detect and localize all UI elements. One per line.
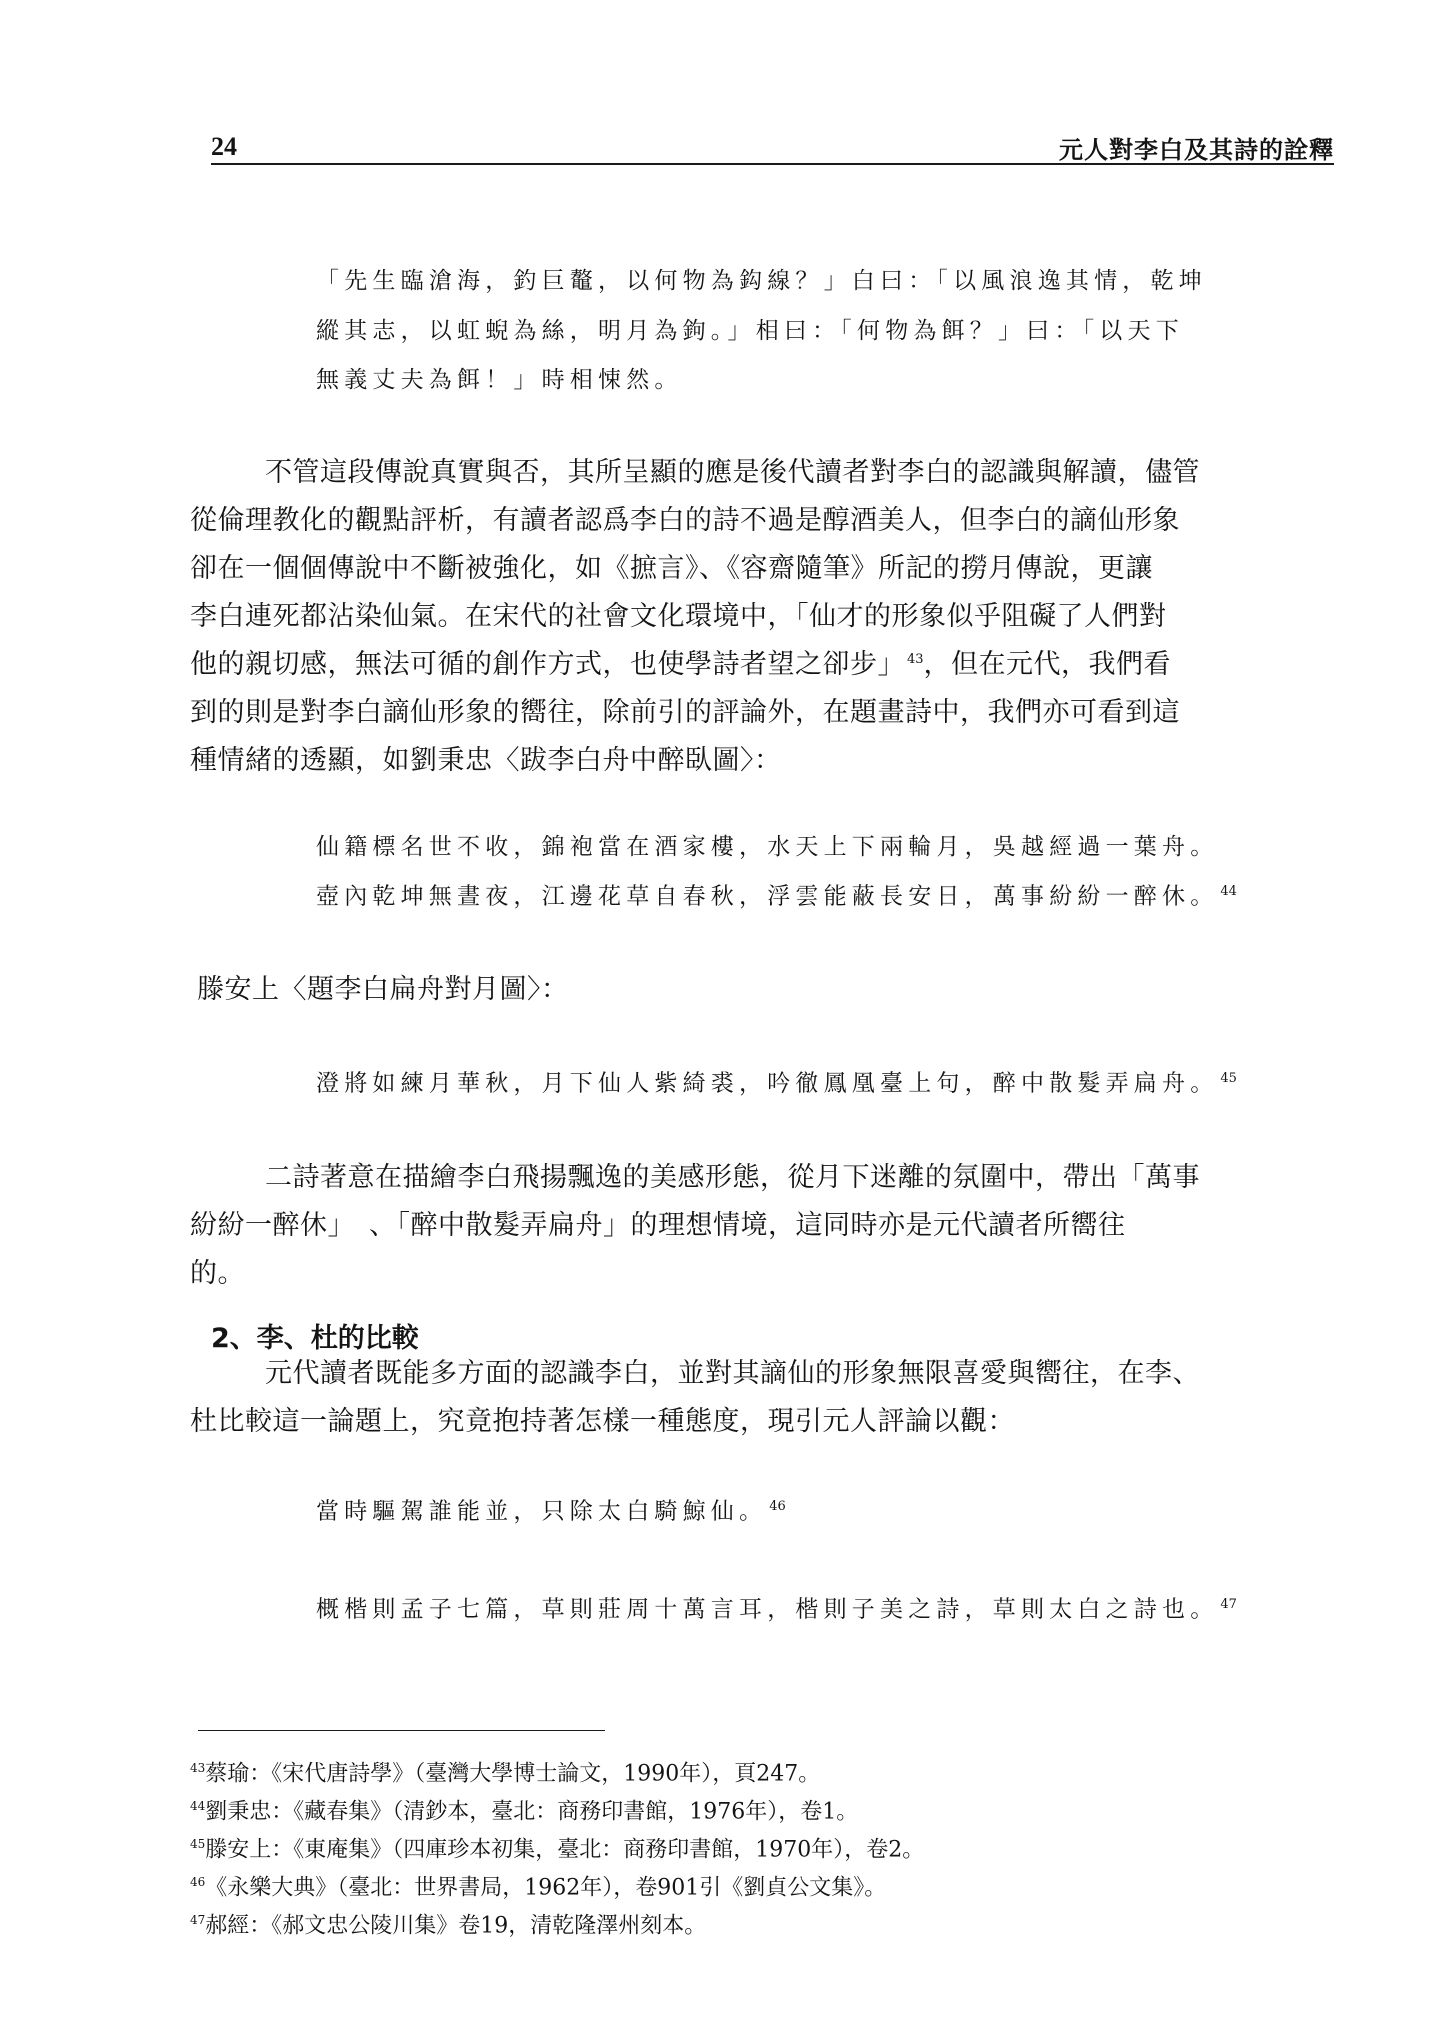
footnote-number: 46 xyxy=(190,1875,206,1889)
quote-text: 壺內乾坤無晝夜，江邊花草自春秋，浮雲能蔽長安日，萬事紛紛一醉休。 xyxy=(316,883,1219,910)
quote-line: 縱其志，以虹蜺為絲，明月為鉤。」相曰：「何物為餌？」曰：「以天下 xyxy=(316,318,1184,344)
footnote-text: 滕安上：《東庵集》（四庫珍本初集，臺北：商務印書館，1970年），卷2。 xyxy=(205,1837,925,1863)
paragraph-line: 的。 xyxy=(190,1258,245,1289)
page-header xyxy=(211,128,1334,166)
paragraph-line: 從倫理教化的觀點評析，有讀者認爲李白的詩不過是醇酒美人，但李白的謫仙形象 xyxy=(190,505,1180,536)
footnote-rule xyxy=(198,1730,605,1731)
paragraph-line: 不管這段傳說真實與否，其所呈顯的應是後代讀者對李白的認識與解讀，儘管 xyxy=(265,457,1200,488)
page-number: 24 xyxy=(211,132,237,161)
paragraph-line: 杜比較這一論題上，究竟抱持著怎樣一種態度，現引元人評論以觀： xyxy=(190,1406,1015,1437)
paragraph-line: 紛紛一醉休」 、「醉中散髮弄扁舟」的理想情境，這同時亦是元代讀者所嚮往 xyxy=(190,1210,1126,1241)
quote-line: 無義丈夫為餌！」時相悚然。 xyxy=(316,367,683,393)
paragraph-line: 種情緒的透顯，如劉秉忠〈跋李白舟中醉臥圖〉： xyxy=(190,745,782,776)
footnote xyxy=(190,1876,886,1899)
footnote-number: 44 xyxy=(190,1799,206,1813)
paragraph-text: ，但在元代，我們看 xyxy=(923,649,1172,680)
footnote-number: 45 xyxy=(190,1837,206,1851)
footnote xyxy=(190,1800,858,1823)
quote-line xyxy=(316,1072,1237,1096)
footnote-number: 47 xyxy=(190,1913,206,1927)
quote-line xyxy=(316,1500,786,1524)
paragraph-line: 李白連死都沾染仙氣。在宋代的社會文化環境中，「仙才的形象似乎阻礙了人們對 xyxy=(190,601,1167,632)
footnote-ref[interactable]: 44 xyxy=(1220,884,1237,899)
paragraph-line: 卻在一個個傳說中不斷被強化，如《摭言》、《容齋隨筆》所記的撈月傳說，更讓 xyxy=(190,553,1153,584)
footnote-text: 郝經：《郝文忠公陵川集》卷19，清乾隆澤州刻本。 xyxy=(205,1913,707,1939)
quote-line xyxy=(316,1598,1237,1622)
quote-line: 仙籍標名世不收，錦袍當在酒家樓，水天上下兩輪月，吳越經過一葉舟。 xyxy=(316,834,1219,860)
footnote-text: 劉秉忠：《藏春集》（清鈔本，臺北：商務印書館，1976年），卷1。 xyxy=(205,1799,859,1825)
section-heading: 2、李、杜的比較 xyxy=(211,1323,419,1354)
paragraph-line: 到的則是對李白謫仙形象的嚮往，除前引的評論外，在題畫詩中，我們亦可看到這 xyxy=(190,697,1180,728)
footnote xyxy=(190,1762,820,1785)
footnote-text: 《永樂大典》（臺北：世界書局，1962年），卷901引《劉貞公文集》。 xyxy=(205,1875,887,1901)
footnote xyxy=(190,1838,924,1861)
header-rule xyxy=(211,163,1334,165)
footnote-ref[interactable]: 47 xyxy=(1220,1597,1237,1612)
paragraph-line: 元代讀者既能多方面的認識李白，並對其謫仙的形象無限喜愛與嚮往，在李、 xyxy=(265,1358,1200,1389)
footnote-number: 43 xyxy=(190,1761,206,1775)
running-title: 元人對李白及其詩的詮釋 xyxy=(1059,135,1334,164)
paragraph-text: 他的親切感，無法可循的創作方式，也使學詩者望之卻步」 xyxy=(190,649,905,680)
quote-text: 當時驅駕誰能並，只除太白騎鯨仙。 xyxy=(316,1498,768,1525)
footnote-ref[interactable]: 45 xyxy=(1220,1071,1237,1086)
paragraph-line: 二詩著意在描繪李白飛揚飄逸的美感形態，從月下迷離的氛圍中，帶出「萬事 xyxy=(265,1162,1200,1193)
quote-text: 澄將如練月華秋，月下仙人紫綺裘，吟徹鳳凰臺上句，醉中散髮弄扁舟。 xyxy=(316,1070,1219,1097)
footnote xyxy=(190,1914,706,1937)
paragraph-line: 滕安上〈題李白扁舟對月圖〉： xyxy=(197,974,569,1005)
paragraph-line xyxy=(190,651,1171,678)
footnote-text: 蔡瑜：《宋代唐詩學》（臺灣大學博士論文，1990年），頁247。 xyxy=(205,1761,821,1787)
quote-line: 「先生臨滄海，釣巨鼇，以何物為鈎線？」白曰：「以風浪逸其情，乾坤 xyxy=(316,268,1207,294)
quote-line xyxy=(316,885,1237,909)
footnote-ref[interactable]: 43 xyxy=(907,652,924,667)
footnote-ref[interactable]: 46 xyxy=(769,1499,786,1514)
quote-text: 概楷則孟子七篇，草則莊周十萬言耳，楷則子美之詩，草則太白之詩也。 xyxy=(316,1596,1219,1623)
